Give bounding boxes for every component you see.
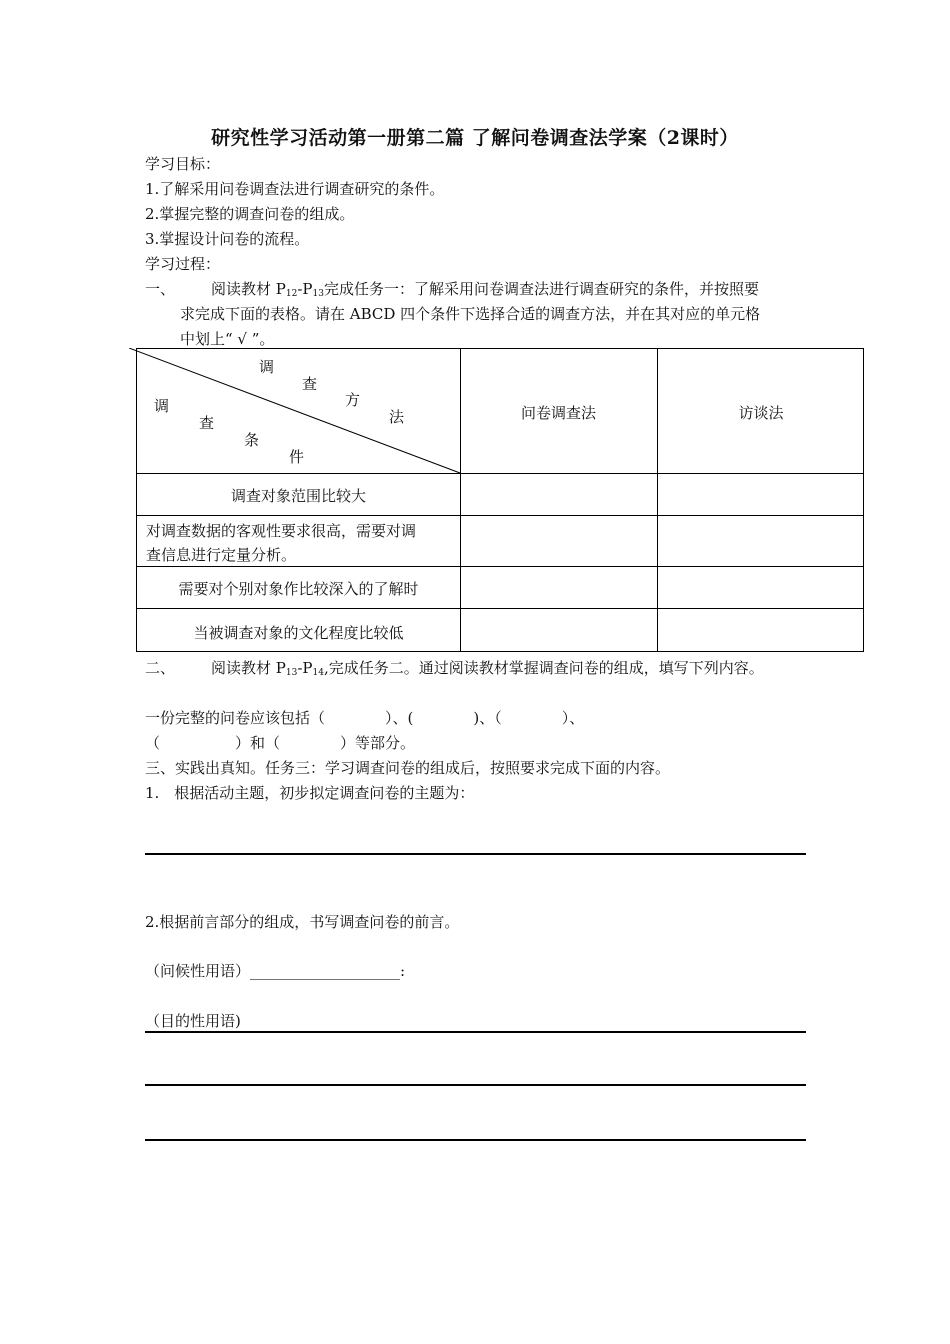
goals-heading: 学习目标： xyxy=(145,155,221,173)
task2-line xyxy=(211,657,764,678)
column-divider xyxy=(460,349,461,651)
condition-row: 调查对象范围比较大 xyxy=(230,487,366,505)
fill-blank-line: （ ）和（ ）等部分。 xyxy=(145,734,416,752)
row-divider xyxy=(137,473,863,474)
answer-rule xyxy=(145,1139,806,1141)
task3-item1: 1. 根据活动主题，初步拟定调查问卷的主题为： xyxy=(145,784,475,802)
task3-item2: 2.根据前言部分的组成，书写调查问卷的前言。 xyxy=(145,913,460,931)
header-condition-char: 调 xyxy=(154,397,170,415)
header-method-char: 查 xyxy=(302,375,318,393)
goal-item: 2.掌握完整的调查问卷的组成。 xyxy=(145,205,355,223)
task2-text: -P xyxy=(297,659,313,677)
task1-line1 xyxy=(211,278,759,299)
goal-item: 1.了解采用问卷调查法进行调查研究的条件。 xyxy=(145,180,445,198)
condition-row: 需要对个别对象作比较深入的了解时 xyxy=(178,580,419,598)
answer-rule xyxy=(145,853,806,855)
answer-rule xyxy=(145,1031,806,1033)
condition-method-table xyxy=(136,348,864,652)
task3-heading: 三、实践出真知。任务三：学习调查问卷的组成后，按照要求完成下面的内容。 xyxy=(145,759,671,777)
header-condition-char: 查 xyxy=(199,414,215,432)
row-divider xyxy=(137,515,863,516)
answer-rule xyxy=(145,1084,806,1086)
page-sub: 13 xyxy=(285,668,298,678)
header-condition-char: 件 xyxy=(289,448,305,466)
task1-text: -P xyxy=(297,280,313,298)
task1-text: 完成任务一：了解采用问卷调查法进行调查研究的条件，并按照要 xyxy=(323,280,759,298)
task2-text: ,完成任务二。通过阅读教材掌握调查问卷的组成，填写下列内容。 xyxy=(323,659,764,677)
task1-text: 阅读教材 P xyxy=(211,280,286,298)
task1-line2: 求完成下面的表格。请在 ABCD 四个条件下选择合适的调查方法，并在其对应的单元格 xyxy=(180,305,761,323)
task1-number: 一、 xyxy=(145,280,176,298)
purpose-label: （目的性用语) xyxy=(145,1012,241,1030)
condition-row: 查信息进行定量分析。 xyxy=(146,546,297,564)
header-method-char: 法 xyxy=(389,408,405,426)
row-divider xyxy=(137,566,863,567)
condition-row: 对调查数据的客观性要求很高，需要对调 xyxy=(146,522,417,540)
task1-line3: 中划上“ √ ”。 xyxy=(180,330,275,348)
page-sub: 14 xyxy=(312,668,324,678)
column-header-interview: 访谈法 xyxy=(738,404,784,422)
page-sub: 13 xyxy=(312,289,324,299)
header-condition-char: 条 xyxy=(244,431,260,449)
column-header-questionnaire: 问卷调查法 xyxy=(520,404,596,422)
task2-number: 二、 xyxy=(145,659,176,677)
greeting-blank: （问候性用语）____________________: xyxy=(145,962,406,980)
page-sub: 12 xyxy=(285,289,298,299)
process-heading: 学习过程： xyxy=(145,255,221,273)
page-title: 研究性学习活动第一册第二篇 了解问卷调查法学案（2课时） xyxy=(211,127,739,149)
task2-text: 阅读教材 P xyxy=(211,659,286,677)
header-method-char: 方 xyxy=(345,391,361,409)
row-divider xyxy=(137,608,863,609)
column-divider xyxy=(657,349,658,651)
header-method-char: 调 xyxy=(259,358,275,376)
fill-blank-line: 一份完整的问卷应该包括（ ）、( )、（ ）、 xyxy=(145,709,585,727)
goal-item: 3.掌握设计问卷的流程。 xyxy=(145,230,310,248)
condition-row: 当被调查对象的文化程度比较低 xyxy=(193,624,404,642)
